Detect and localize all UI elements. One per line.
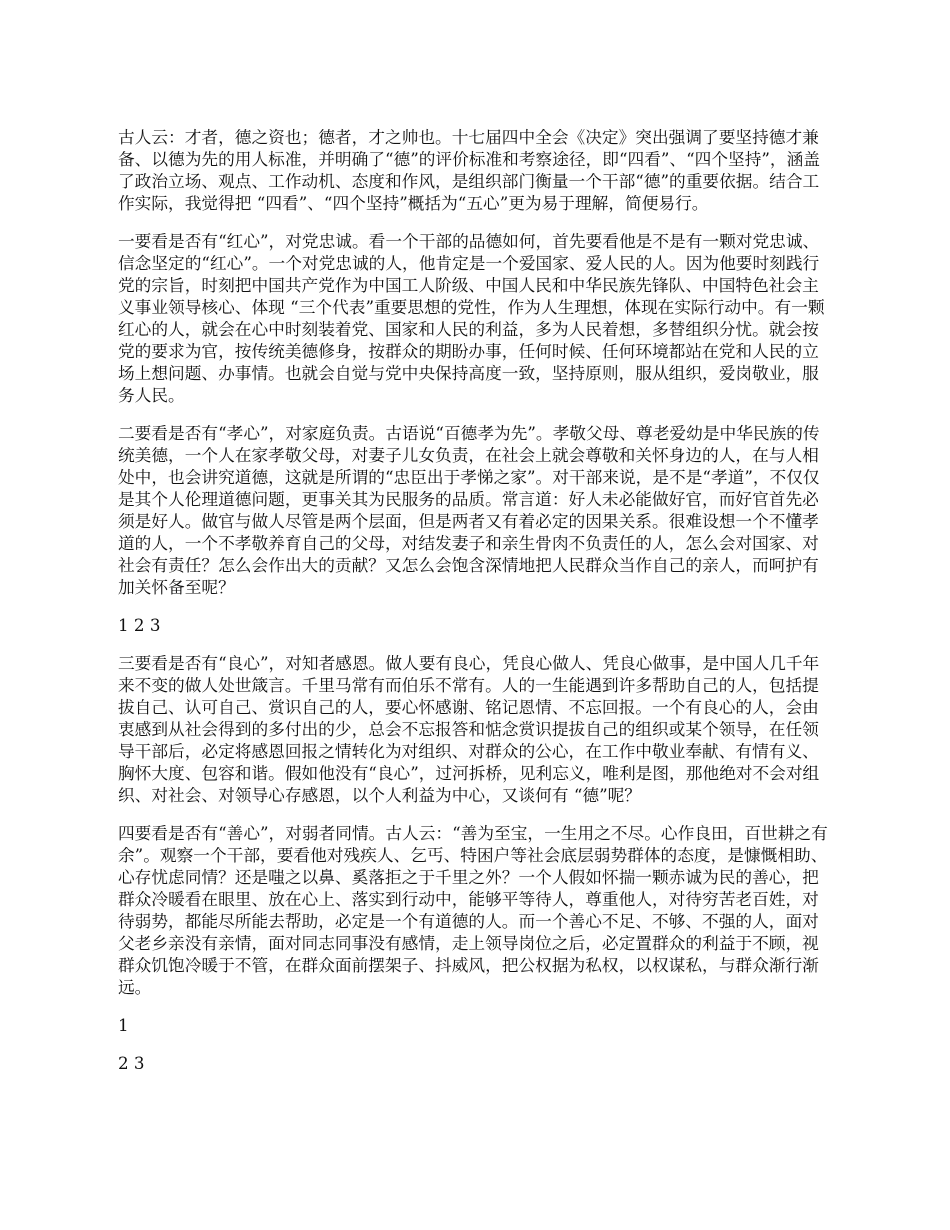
document-page [118,126,834,1090]
paragraph-red-heart: 一要看是否有“红心”，对党忠诚。看一个干部的品德如何，首先要看他是不是有一颗对党忠诚、信念坚定的“红心”。一个对党忠诚的人，他肯定是一个爱国家、爱人民的人。因为他要时刻践行党的宗旨，时刻把中国共产党作为中国工人阶级、中国人民和中华民族先锋队、中国特色社会主义事业领导核心、体现 “三个代表”重要思想的党性，作为人生理想，体现在实际行动中。有一颗红心的人，就会在心中时刻装着党、国家和人民的利益，多为人民着想，多替组织分忧。就会按党的要求为官，按传统美德修身，按群众的期盼办事，任何时候、任何环境都站在党和人民的立场上想问题、办事情。也就会自觉与党中央保持高度一致，坚持原则，服从组织，爱岗敬业，服务人民。 [118,231,825,405]
page-marker: 2 3 [118,1053,145,1073]
paragraph-kind-heart: 四要看是否有“善心”，对弱者同情。古人云：“善为至宝，一生用之不尽。心作良田，百世耕之有余”。观察一个干部，要看他对残疾人、乞丐、特困户等社会底层弱势群体的态度，是慷慨相助、心存忧虑同情？还是嗤之以鼻、奚落拒之于千里之外？一个人假如怀揣一颗赤诚为民的善心，把群众冷暖看在眼里、放在心上、落实到行动中，能够平等待人，尊重他人，对待穷苦老百姓，对待弱势，都能尽所能去帮助，必定是一个有道德的人。而一个善心不足、不够、不强的人，面对父老乡亲没有亲情，面对同志同事没有感情，走上领导岗位之后，必定置群众的利益于不顾，视群众饥饱冷暖于不管，在群众面前摆架子、抖威风，把公权据为私权，以权谋私，与群众渐行渐远。 [118,823,828,997]
page-marker: 1 2 3 [118,615,161,635]
paragraph-intro: 古人云：才者，德之资也；德者，才之帅也。十七届四中全会《决定》突出强调了要坚持德才兼备、以德为先的用人标准，并明确了“德”的评价标准和考察途径，即“四看”、“四个坚持”，涵盖了政治立场、观点、工作动机、态度和作风，是组织部门衡量一个干部“德”的重要依据。结合工作实际，我觉得把 “四看”、“四个坚持”概括为“五心”更为易于理解，简便易行。 [118,127,820,213]
paragraph-filial-heart: 二要看是否有“孝心”，对家庭负责。古语说“百德孝为先”。孝敬父母、尊老爱幼是中华民族的传统美德，一个人在家孝敬父母，对妻子儿女负责，在社会上就会尊敬和关怀身边的人，在与人相处中，也会讲究道德，这就是所谓的“忠臣出于孝悌之家”。对干部来说，是不是“孝道”，不仅仅是其个人伦理道德问题，更事关其为民服务的品质。常言道：好人未必能做好官，而好官首先必须是好人。做官与做人尽管是两个层面，但是两者又有着必定的因果关系。很难设想一个不懂孝道的人，一个不孝敬养育自己的父母，对结发妻子和亲生骨肉不负责任的人，怎么会对国家、对社会有责任？怎么会作出大的贡献？又怎么会饱含深情地把人民群众当作自己的亲人，而呵护有加关怀备至呢？ [118,423,820,597]
page-marker: 1 [118,1015,129,1035]
paragraph-conscience: 三要看是否有“良心”，对知者感恩。做人要有良心，凭良心做人、凭良心做事，是中国人几千年来不变的做人处世箴言。千里马常有而伯乐不常有。人的一生能遇到许多帮助自己的人，包括提拔自己、认可自己、赏识自己的人，要心怀感谢、铭记恩情、不忘回报。一个有良心的人，会由衷感到从社会得到的多付出的少，总会不忘报答和惦念赏识提拔自己的组织或某个领导，在任领导干部后，必定将感恩回报之情转化为对组织、对群众的公心，在工作中敬业奉献、有情有义、胸怀大度、包容和谐。假如他没有“良心”，过河拆桥，见利忘义，唯利是图，那他绝对不会对组织、对社会、对领导心存感恩，以个人利益为中心，又谈何有 “德”呢？ [118,653,820,805]
